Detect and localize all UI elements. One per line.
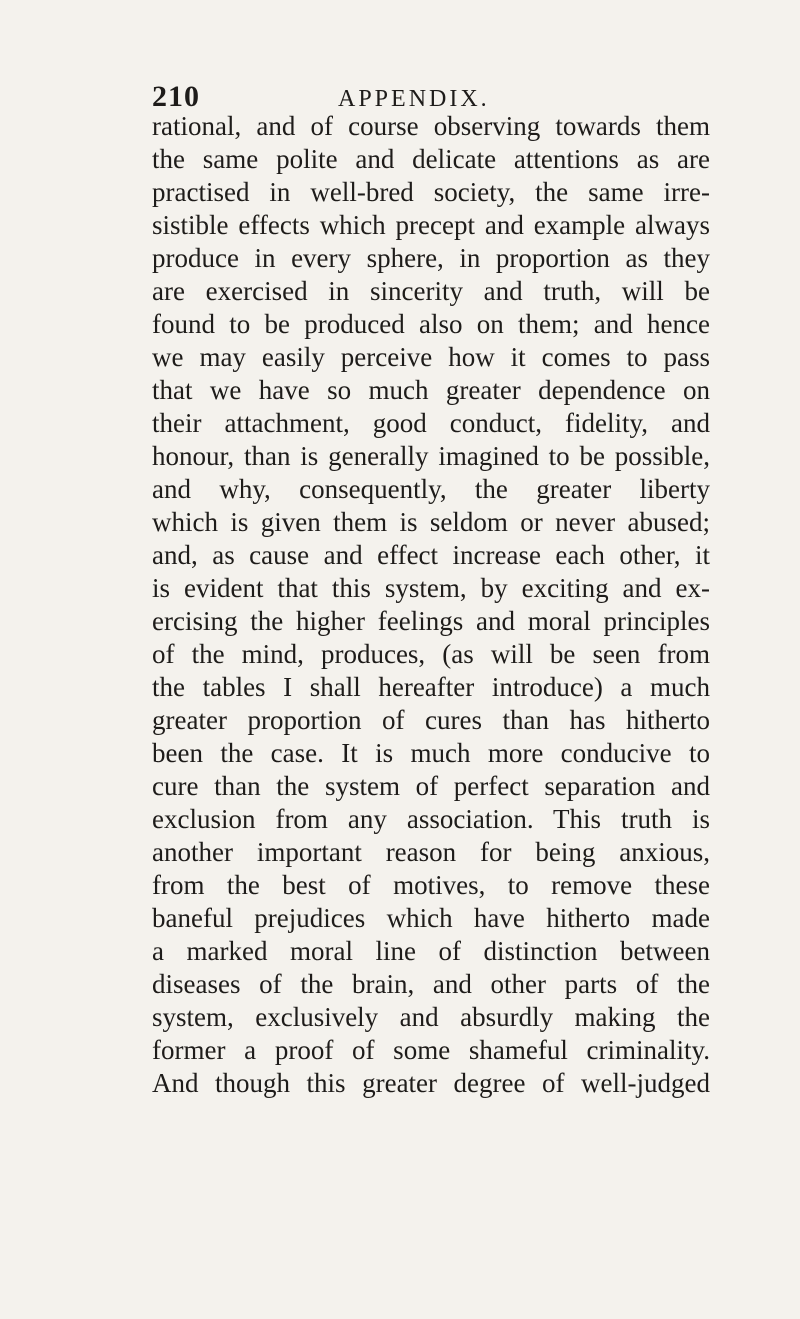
text-line: practised in well-bred society, the same irre- xyxy=(152,177,710,207)
text-line: which is given them is seldom or never abused; xyxy=(152,507,710,537)
text-line: the same polite and delicate attentions as are xyxy=(152,144,710,174)
text-line: the tables I shall hereafter introduce) a much xyxy=(152,672,710,702)
text-line: honour, than is generally imagined to be possible, xyxy=(152,441,710,471)
text-line: and, as cause and effect increase each other, it xyxy=(152,540,710,570)
text-line: sistible effects which precept and example always xyxy=(152,210,710,240)
text-line: And though this greater degree of well-judged xyxy=(152,1068,710,1098)
text-line: another important reason for being anxious, xyxy=(152,837,710,867)
text-line: ercising the higher feelings and moral principles xyxy=(152,606,710,636)
text-line: baneful prejudices which have hitherto made xyxy=(152,903,710,933)
page-number: 210 xyxy=(152,80,200,113)
text-line: from the best of motives, to remove these xyxy=(152,870,710,900)
running-title: APPENDIX. xyxy=(338,86,490,112)
text-line: that we have so much greater dependence on xyxy=(152,375,710,405)
text-line: greater proportion of cures than has hitherto xyxy=(152,705,710,735)
text-line: we may easily perceive how it comes to pass xyxy=(152,342,710,372)
text-line: former a proof of some shameful criminality. xyxy=(152,1035,710,1065)
text-line: are exercised in sincerity and truth, will be xyxy=(152,276,710,306)
text-line: is evident that this system, by exciting and ex- xyxy=(152,573,710,603)
text-line: their attachment, good conduct, fidelity, and xyxy=(152,408,710,438)
body-text xyxy=(152,110,710,1100)
text-line: and why, consequently, the greater liberty xyxy=(152,474,710,504)
text-line: produce in every sphere, in proportion as they xyxy=(152,243,710,273)
text-line: diseases of the brain, and other parts of the xyxy=(152,969,710,999)
text-line: cure than the system of perfect separation and xyxy=(152,771,710,801)
text-line: system, exclusively and absurdly making the xyxy=(152,1002,710,1032)
text-line: of the mind, produces, (as will be seen from xyxy=(152,639,710,669)
text-line: found to be produced also on them; and hence xyxy=(152,309,710,339)
text-line: a marked moral line of distinction between xyxy=(152,936,710,966)
text-line: rational, and of course observing towards them xyxy=(152,111,710,141)
text-line: exclusion from any association. This truth is xyxy=(152,804,710,834)
text-line: been the case. It is much more conducive to xyxy=(152,738,710,768)
